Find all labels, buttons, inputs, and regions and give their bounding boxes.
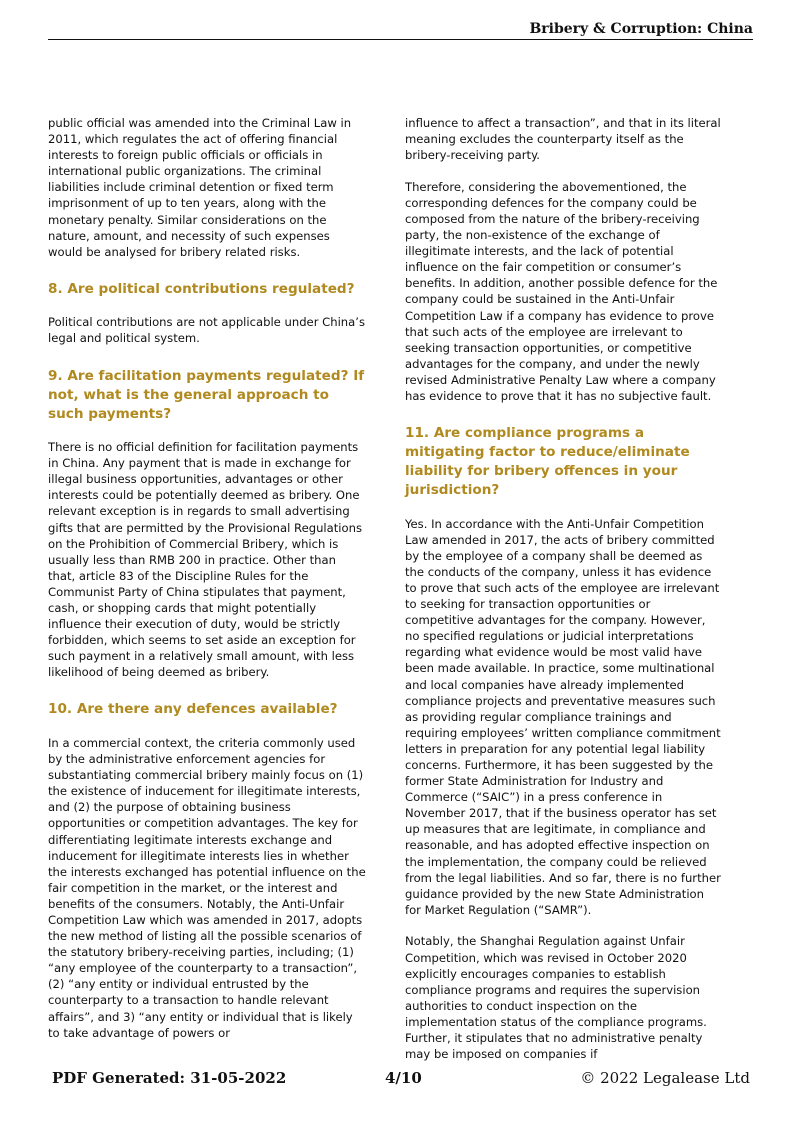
heading-q10-defences: 10. Are there any defences available?: [48, 701, 338, 718]
header-rule: [48, 39, 753, 40]
heading-q8-political-contributions: 8. Are political contributions regulated?: [48, 280, 355, 297]
paragraph-q11-answer: Yes. In accordance with the Anti-Unfair Competition Law amended in 2017, the acts of bribery committed by the employee of a company shall be deemed as the conducts of the company, unless it has evidence to prove that such acts of the employee are irrelevant to seeking for transaction opportunities or competitive advantages for the company. However, no specified regulations or judicial interpretations regarding what evidence would be most valid have been made available. In practice, some multinational and local companies have already implemented compliance projects and preventative measures such as providing regular compliance trainings and requiring employees’ written compliance commitment letters in preparation for any potential legal liability concerns. Furthermore, it has been suggested by the former State Administration for Industry and Commerce (“SAIC”) in a press conference in November 2017, that if the business operator has set up measures that are legitimate, in compliance and reasonable, and has adopted effective inspection on the implementation, the company could be relieved from the legal liabilities. And so far, there is no further guidance provided by the new State Administration for Market Regulation (“SAMR”).: [405, 516, 721, 917]
page-footer: [0, 1069, 802, 1091]
footer-generated-date: PDF Generated: 31-05-2022: [52, 1069, 287, 1087]
paragraph-q9-answer: There is no official definition for facilitation payments in China. Any payment that is made in exchange for illegal business opportunities, advantages or other interests could be potentially deemed as bribery. One relevant exception is in regards to small advertising gifts that are permitted by the Provisional Regulations on the Prohibition of Commercial Bribery, which is usually less than RMB 200 in practice. Other than that, article 83 of the Discipline Rules for the Communist Party of China stipulates that payment, cash, or shopping cards that might potentially influence their execution of duty, would be strictly forbidden, which seems to set aside an exception for such payment in a relatively small amount, with less likelihood of being deemed as bribery.: [48, 440, 362, 680]
left-column: [48, 115, 366, 1056]
paragraph-q10-defences-summary: Therefore, considering the abovementioned, the corresponding defences for the company could be composed from the nature of the bribery-receiving party, the non-existence of the exchange of illegitimate interests, and the lack of potential influence on the fair competition or consumer’s benefits. In addition, another possible defence for the company could be sustained in the Anti-Unfair Competition Law if a company has evidence to prove that such acts of the employee are irrelevant to seeking transaction opportunities, or competitive advantages for the company, and under the newly revised Administrative Penalty Law where a company has evidence to prove that it has no subjective fault.: [405, 179, 718, 403]
heading-q11-compliance-programs: 11. Are compliance programs a mitigating factor to reduce/eliminate liability for bribery offences in your jurisdiction?: [405, 425, 690, 499]
paragraph-criminal-law: public official was amended into the Criminal Law in 2011, which regulates the act of offering financial interests to foreign public officials or officials in international public organizations. The criminal liabilities include criminal detention or fixed term imprisonment of up to ten years, along with the monetary penalty. Similar considerations on the nature, amount, and necessity of such expenses would be analysed for bribery related risks.: [48, 116, 352, 259]
footer-page-number: 4/10: [385, 1069, 422, 1087]
right-column: [405, 115, 721, 1078]
running-header-title: Bribery & Corruption: China: [529, 21, 753, 37]
heading-q9-facilitation-payments: 9. Are facilitation payments regulated? If not, what is the general approach to such payments?: [48, 367, 365, 422]
paragraph-q10-answer: In a commercial context, the criteria commonly used by the administrative enforcement agencies for substantiating commercial bribery mainly focus on (1) the existence of inducement for illegitimate interests, and (2) the purpose of obtaining business opportunities or competition advantages. The key for differentiating legitimate interests exchange and inducement for illegitimate interests lies in whether the interests exchanged has potential influence on the fair competition in the market, or the interest and benefits of the consumers. Notably, the Anti-Unfair Competition Law which was amended in 2017, adopts the new method of listing all the possible scenarios of the statutory bribery-receiving parties, including; (1) “any employee of the counterparty to a transaction”, (2) “any entity or individual entrusted by the counterparty to a transaction to handle relevant affairs”, and 3) “any entity or individual that is likely to take advantage of powers or: [48, 735, 366, 1040]
paragraph-q11-shanghai-regulation: Notably, the Shanghai Regulation against Unfair Competition, which was revised in October 2020 explicitly encourages companies to establish compliance programs and requires the supervision authorities to conduct inspection on the implementation status of the compliance programs. Further, it stipulates that no administrative penalty may be imposed on companies if: [405, 934, 707, 1062]
footer-copyright: © 2022 Legalease Ltd: [580, 1069, 750, 1087]
paragraph-q10-continued: influence to affect a transaction”, and that in its literal meaning excludes the counterparty itself as the bribery-receiving party.: [405, 116, 721, 163]
paragraph-q8-answer: Political contributions are not applicable under China’s legal and political system.: [48, 315, 365, 346]
